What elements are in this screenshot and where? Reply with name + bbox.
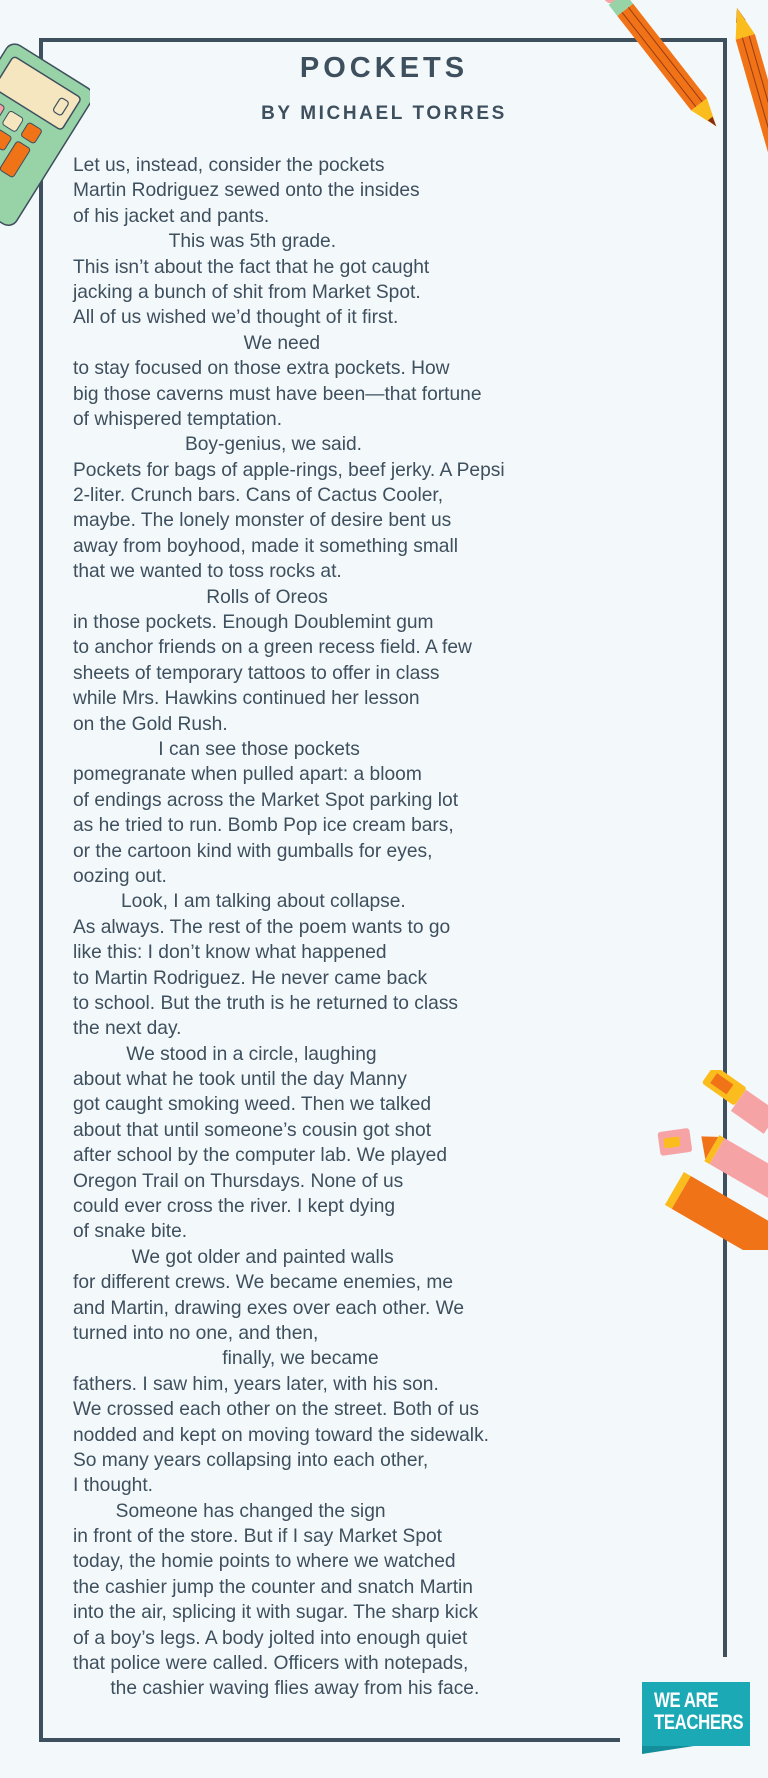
poem-line: of his jacket and pants. (73, 205, 270, 227)
poem-line: like this: I don’t know what happened (73, 942, 387, 964)
logo-text (654, 1689, 744, 1734)
poem-line: pomegranate when pulled apart: a bloom (73, 764, 422, 786)
poem-line: the cashier jump the counter and snatch Martin (73, 1576, 473, 1598)
poem-line: Pockets for bags of apple-rings, beef jerky. A Pepsi (73, 459, 505, 481)
poem-byline: BY MICHAEL TORRES (261, 103, 507, 124)
poem-line: as he tried to run. Bomb Pop ice cream bars, (73, 815, 454, 837)
poem-line: could ever cross the river. I kept dying (73, 1196, 396, 1218)
poem-line: sheets of temporary tattoos to offer in class (73, 662, 440, 684)
poem-line: about that until someone’s cousin got shot (73, 1119, 432, 1141)
poem-line: the next day. (73, 1018, 182, 1040)
poem-line: of endings across the Market Spot parking lot (73, 789, 459, 811)
poem-line: I thought. (73, 1475, 154, 1497)
poem-line: in those pockets. Enough Doublemint gum (73, 612, 434, 634)
poem-line: oozing out. (73, 865, 167, 887)
poem-line: This was 5th grade. (73, 231, 337, 253)
poem-line: while Mrs. Hawkins continued her lesson (73, 688, 420, 710)
poem-line: finally, we became (73, 1348, 379, 1370)
poem-line: 2-liter. Crunch bars. Cans of Cactus Cooler, (73, 485, 444, 507)
poem-line: fathers. I saw him, years later, with his son. (73, 1373, 439, 1395)
poem-line: today, the homie points to where we watched (73, 1551, 456, 1573)
poem-line: of snake bite. (73, 1221, 188, 1243)
poem-line: I can see those pockets (73, 738, 360, 760)
logo-line-2: TEACHERS (654, 1711, 744, 1734)
poem-line: in front of the store. But if I say Market Spot (73, 1526, 442, 1548)
poem-body (73, 153, 673, 1702)
poem-line: away from boyhood, made it something small (73, 535, 458, 557)
logo-line-1: WE ARE (654, 1689, 719, 1712)
poem-line: after school by the computer lab. We played (73, 1145, 448, 1167)
poem-line: the cashier waving flies away from his face. (73, 1678, 480, 1700)
poem-line: Boy-genius, we said. (73, 434, 362, 456)
poem-line: to school. But the truth is he returned to class (73, 992, 459, 1014)
poem-line: We crossed each other on the street. Both of us (73, 1399, 480, 1421)
poem-line: to Martin Rodriguez. He never came back (73, 967, 428, 989)
poem-line: into the air, splicing it with sugar. The sharp kick (73, 1602, 478, 1624)
poem-line: We stood in a circle, laughing (73, 1043, 377, 1065)
poem-line: turned into no one, and then, (73, 1322, 319, 1344)
frame-border-left (39, 38, 43, 1742)
poem-line: nodded and kept on moving toward the sidewalk. (73, 1424, 489, 1446)
poem-line: about what he took until the day Manny (73, 1069, 407, 1091)
poem-line: on the Gold Rush. (73, 713, 228, 735)
poem-line: Martin Rodriguez sewed onto the insides (73, 180, 420, 202)
frame-border-bottom (39, 1738, 620, 1742)
poem-line: We got older and painted walls (73, 1246, 394, 1268)
poem-line: So many years collapsing into each other, (73, 1449, 429, 1471)
poem-line: maybe. The lonely monster of desire bent us (73, 510, 452, 532)
poem-line: Someone has changed the sign (73, 1500, 386, 1522)
poem-line: Rolls of Oreos (73, 586, 328, 608)
poem-line: to stay focused on those extra pockets. How (73, 358, 450, 380)
poem-line: As always. The rest of the poem wants to go (73, 916, 451, 938)
frame-border-right (723, 38, 727, 1657)
poem-line: All of us wished we’d thought of it first. (73, 307, 399, 329)
poem-line: that police were called. Officers with notepads, (73, 1653, 469, 1675)
poem-line: Let us, instead, consider the pockets (73, 155, 385, 176)
poem-line: Oregon Trail on Thursdays. None of us (73, 1170, 404, 1192)
poem-line: of a boy’s legs. A body jolted into enough quiet (73, 1627, 468, 1649)
poem-line: jacking a bunch of shit from Market Spot. (73, 281, 421, 303)
poem-line: that we wanted to toss rocks at. (73, 561, 342, 583)
poem-line: and Martin, drawing exes over each other. We (73, 1297, 465, 1319)
poem-line: got caught smoking weed. Then we talked (73, 1094, 432, 1116)
poem-line: or the cartoon kind with gumballs for eyes, (73, 840, 433, 862)
poem-line: This isn’t about the fact that he got caught (73, 256, 430, 278)
poem-title: POCKETS (299, 52, 469, 84)
poem-line: to anchor friends on a green recess field. A few (73, 637, 472, 659)
logo-tail (642, 1746, 694, 1754)
poem-line: We need (73, 332, 321, 354)
poem-line: big those caverns must have been—that fortune (73, 383, 482, 405)
poem-line: of whispered temptation. (73, 408, 283, 430)
poem-line: Look, I am talking about collapse. (73, 891, 406, 913)
poem-line: for different crews. We became enemies, me (73, 1272, 454, 1294)
